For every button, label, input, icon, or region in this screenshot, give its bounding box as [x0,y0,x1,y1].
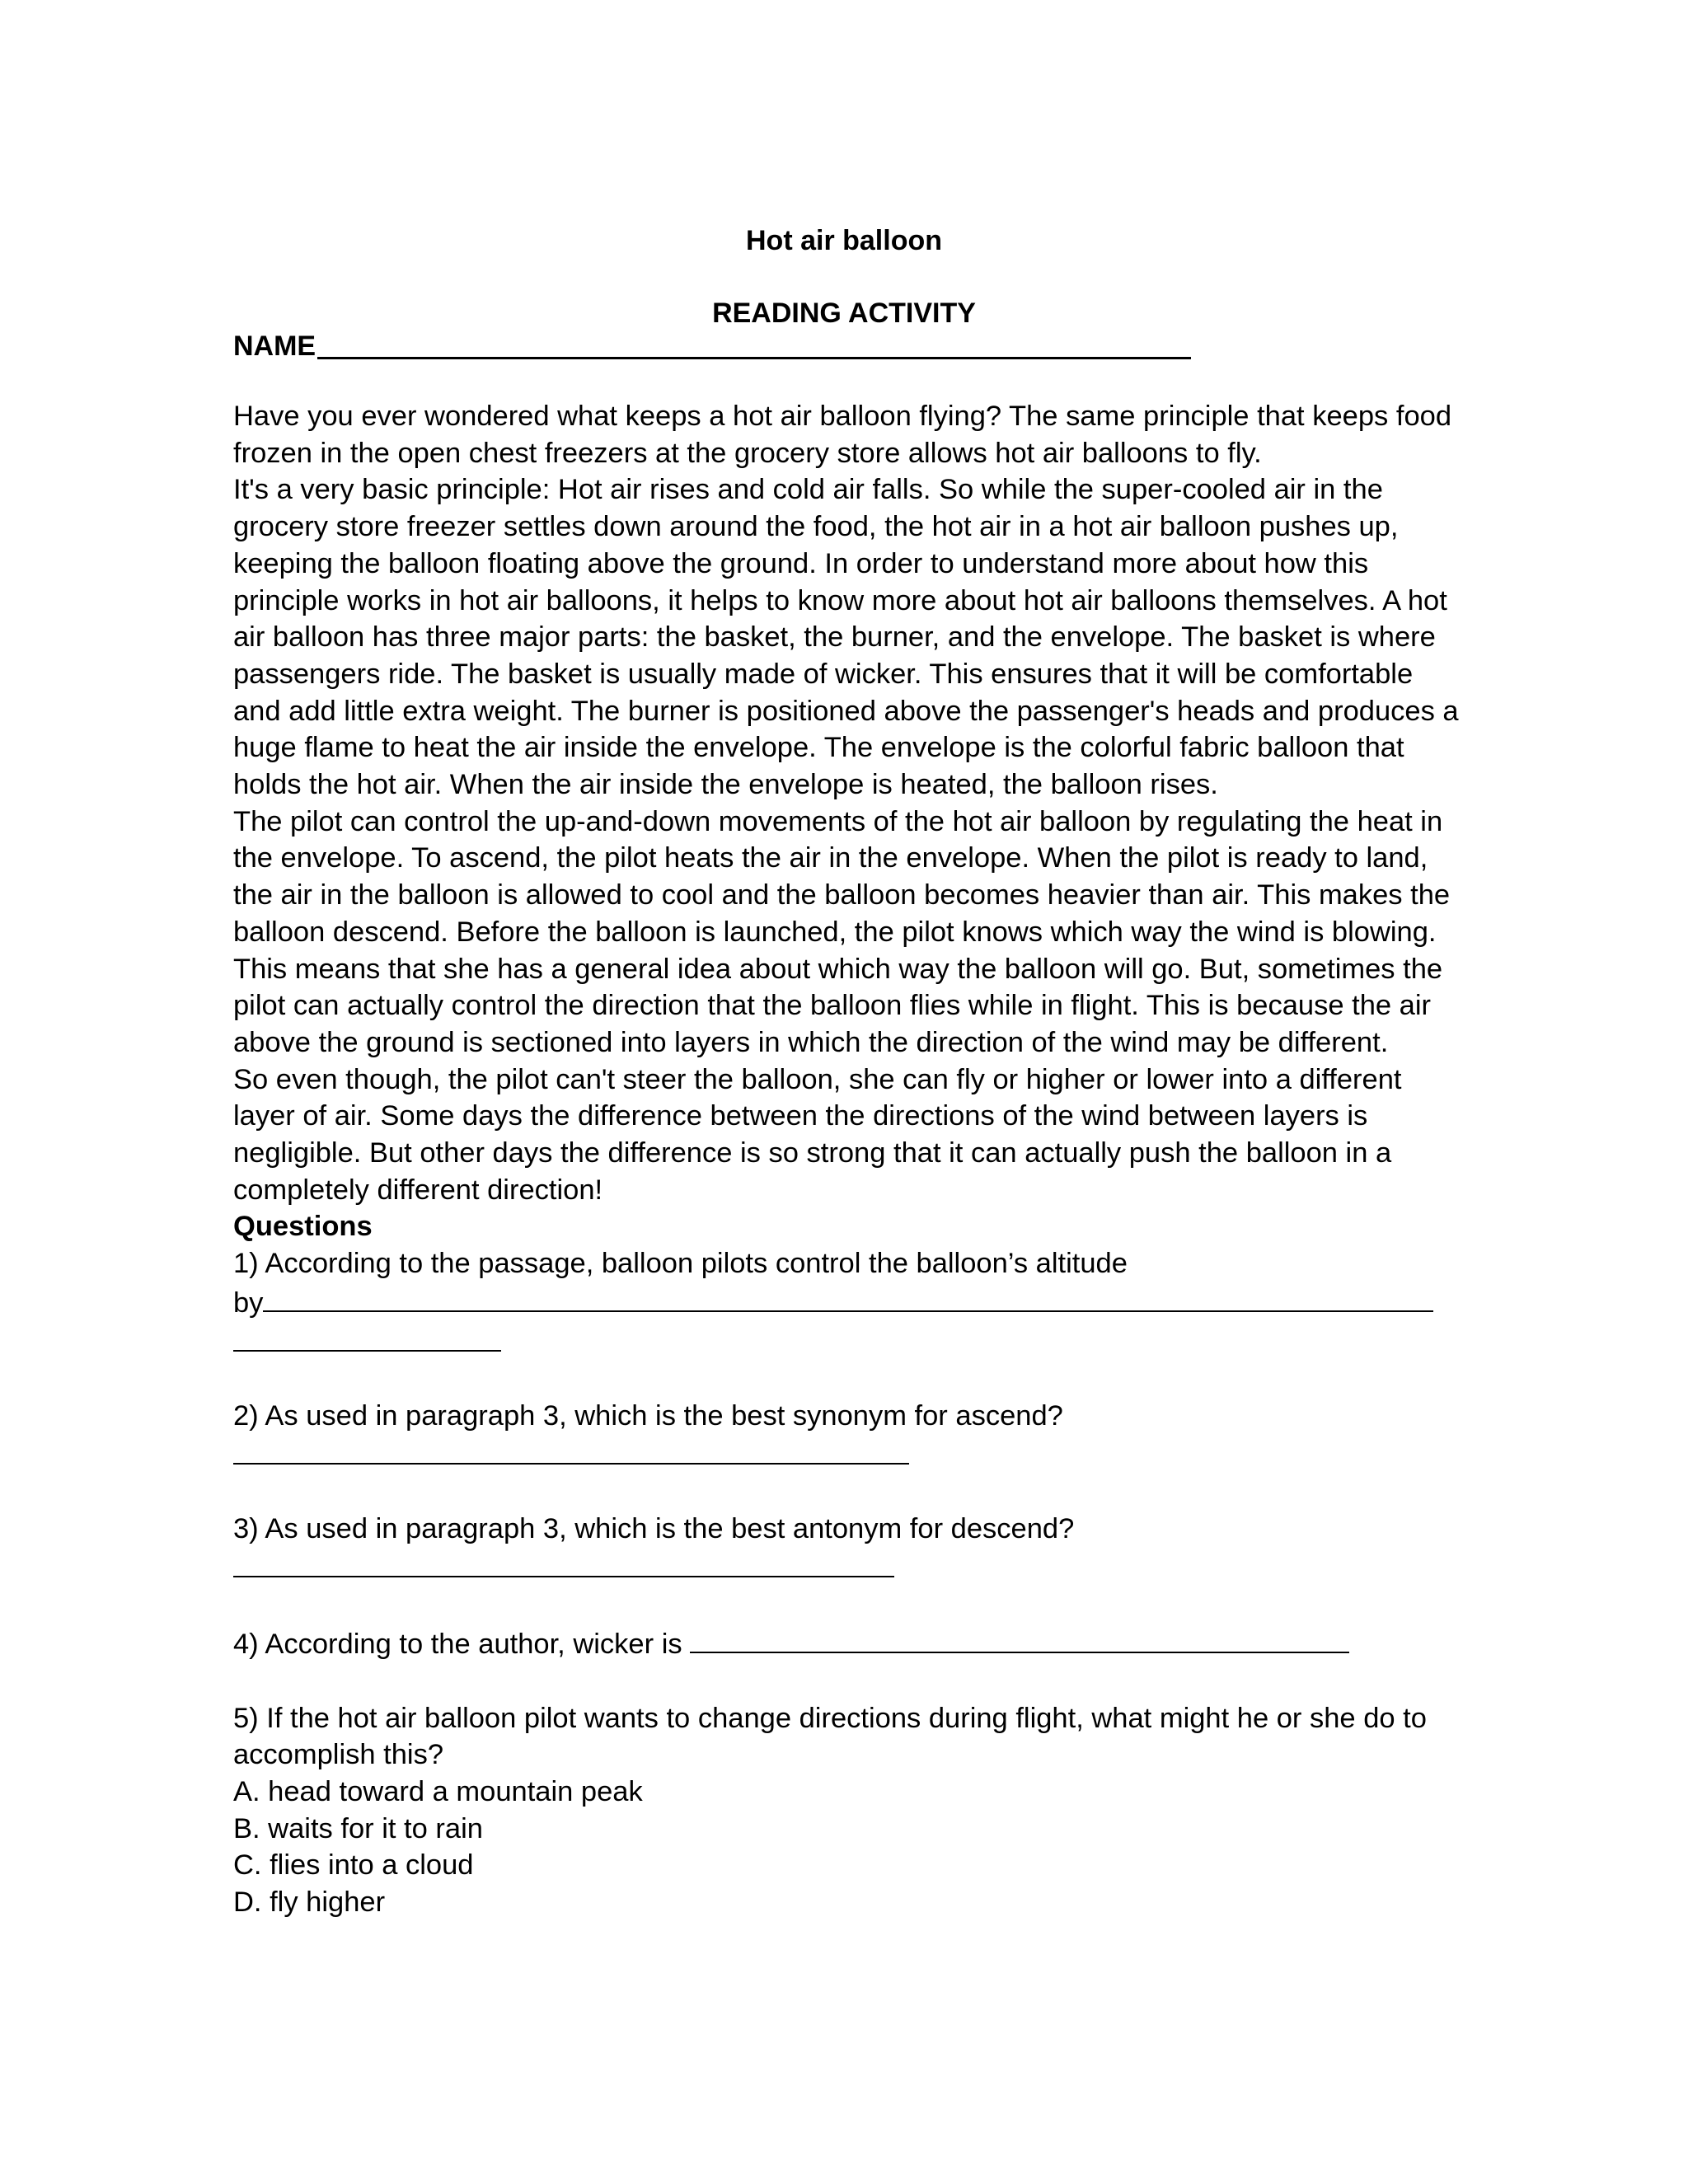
question-2-answer-row [233,1435,1461,1474]
spacer [233,1361,1461,1398]
reading-passage [233,398,1461,1921]
spacer [233,1663,1461,1700]
document-subtitle: READING ACTIVITY [712,298,976,329]
spacer [233,1474,1461,1511]
question-5-option-d: D. fly higher [233,1886,386,1919]
name-field-row [233,328,1191,364]
paragraph-4: So even though, the pilot can't steer the balloon, she can fly or higher or lower into a different layer of air. Some days the difference between the directions of the wind between layers is negligible. But other days the difference is so strong that it can actually push the balloon in a completely different direction! [233,1063,1402,1206]
questions-heading: Questions [233,1211,373,1243]
paragraph-1: Have you ever wondered what keeps a hot air balloon flying? The same principle that keeps food frozen in the open chest freezers at the grocery store allows hot air balloons to fly. [233,401,1452,469]
question-2-answer-line[interactable] [233,1435,909,1465]
name-label: NAME [233,330,316,362]
paragraph-3: The pilot can control the up-and-down movements of the hot air balloon by regulating the heat in the envelope. To ascend, the pilot heats the air in the envelope. When the pilot is ready to land, the air in the balloon is allowed to cool and the balloon becomes heavier than air. This makes the balloon descend. Before the balloon is launched, the pilot knows which way the wind is blowing. This means that she has a general idea about which way the balloon will go. But, sometimes the pilot can actually control the direction that the balloon flies while in flight. This is because the air above the ground is sectioned into layers in which the direction of the wind may be different. [233,805,1451,1058]
name-answer-line[interactable] [317,329,1191,359]
question-5: 5) If the hot air balloon pilot wants to change directions during flight, what might he or she do to accomplish this? [233,1702,1427,1771]
question-1-answer-row [233,1282,1461,1322]
question-1: 1) According to the passage, balloon pilots control the balloon’s altitude [233,1248,1128,1280]
question-1-by-label: by [233,1286,264,1319]
paragraph-2: It's a very basic principle: Hot air rises and cold air falls. So while the super-cooled air in the grocery store freezer settles down around the food, the hot air in a hot air balloon pushes up, keeping the balloon floating above the ground. In order to understand more about how this principle works in hot air balloons, it helps to know more about hot air balloons themselves. A hot air balloon has three major parts: the basket, the burner, and the envelope. The basket is where passengers ride. The basket is usually made of wicker. This ensures that it will be comfortable and add little extra weight. The burner is positioned above the passenger's heads and produces a huge flame to heat the air inside the envelope. The envelope is the colorful fabric balloon that holds the hot air. When the air inside the envelope is heated, the balloon rises. [233,474,1459,801]
question-5-option-b: B. waits for it to rain [233,1812,483,1844]
question-3-answer-line[interactable] [233,1548,894,1577]
question-5-option-a: A. head toward a mountain peak [233,1775,643,1807]
question-5-option-c: C. flies into a cloud [233,1849,474,1882]
question-2: 2) As used in paragraph 3, which is the best synonym for ascend? [233,1399,1063,1432]
spacer [233,1586,1461,1624]
question-1-answer-line[interactable] [263,1282,1433,1312]
question-1-answer-line-2[interactable] [233,1322,501,1352]
question-1-continuation-row [233,1322,1461,1361]
question-4: 4) According to the author, wicker is [233,1629,691,1661]
questions-section [233,1208,1461,1920]
question-4-answer-line[interactable] [690,1624,1349,1653]
question-3-answer-row [233,1548,1461,1587]
document-title: Hot air balloon [746,225,942,256]
question-3: 3) As used in paragraph 3, which is the best antonym for descend? [233,1513,1075,1545]
question-4-row [233,1624,1461,1663]
